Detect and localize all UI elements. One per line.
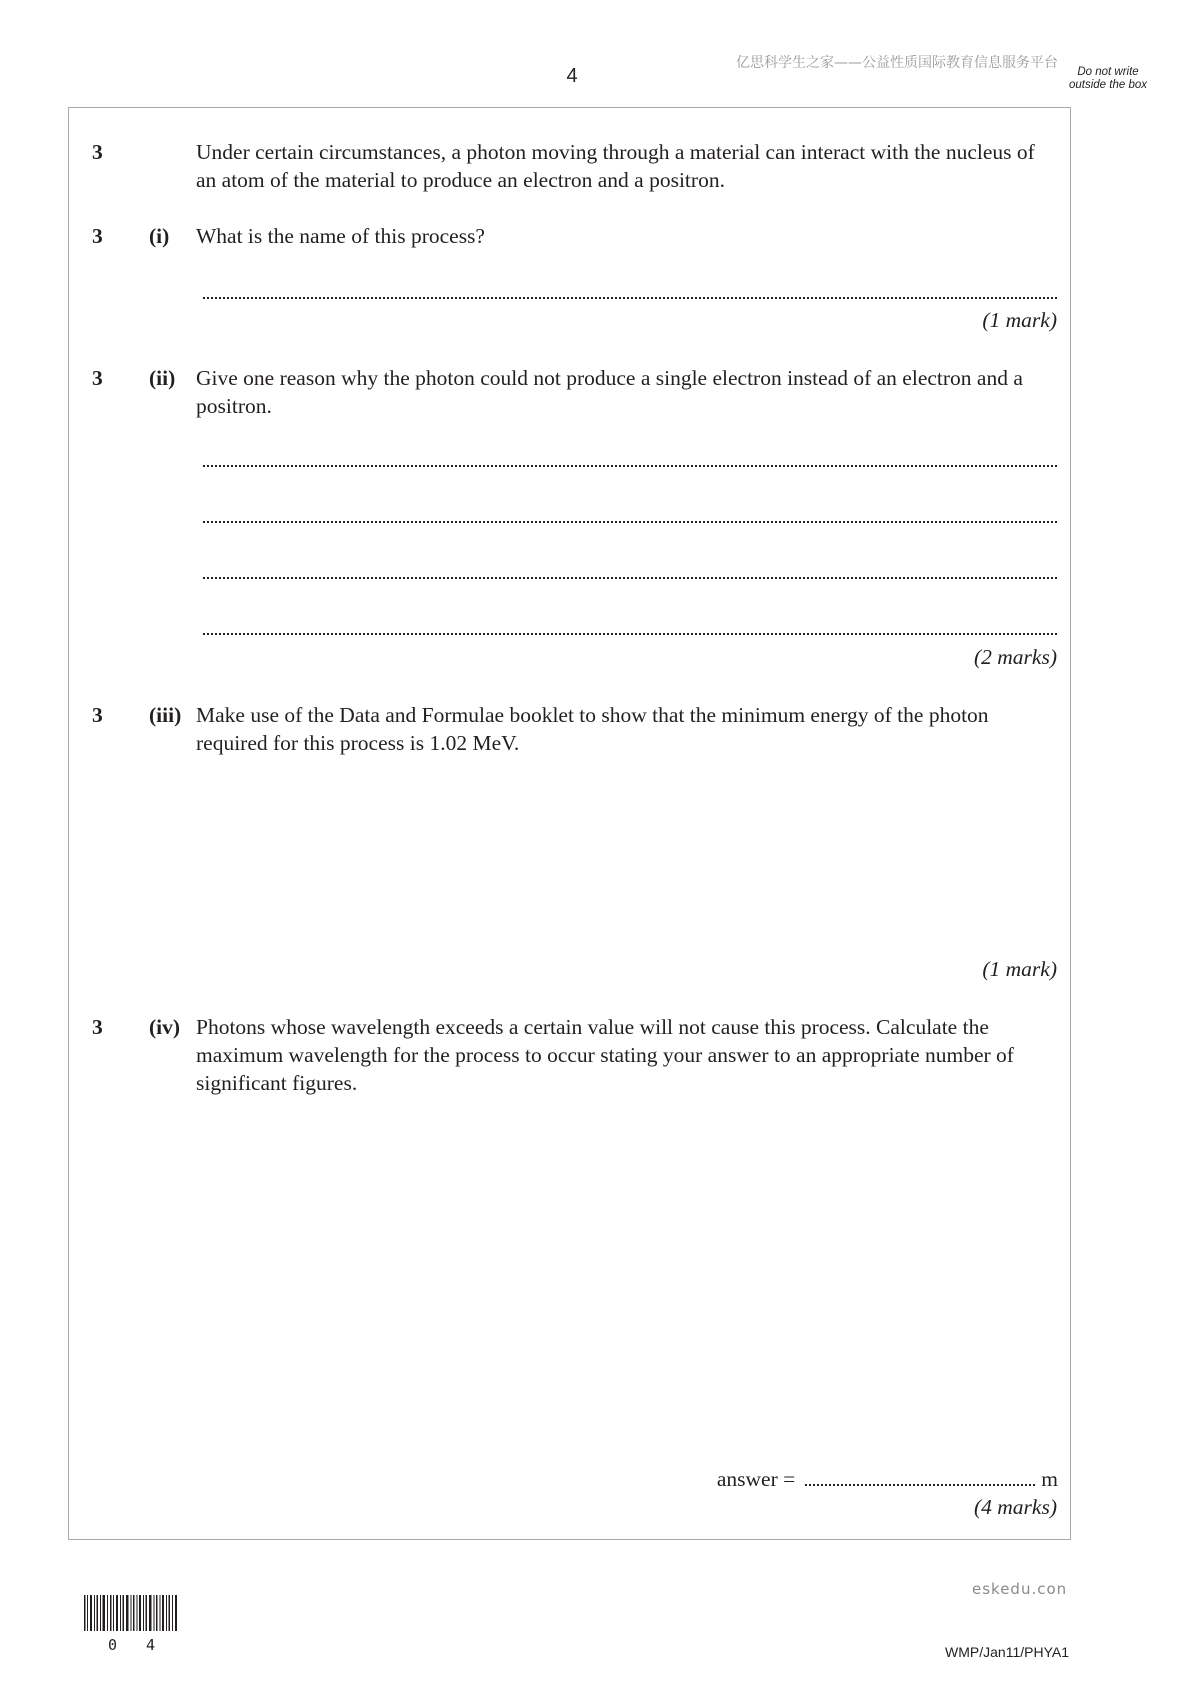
- barcode-number: 0 4: [108, 1636, 166, 1654]
- answer-line[interactable]: [203, 519, 1057, 523]
- part-text-ii: Give one reason why the photon could not produce a single electron instead of an electron and a positron.: [196, 366, 1023, 418]
- answer-line[interactable]: [203, 463, 1057, 467]
- page-number: 4: [566, 65, 578, 87]
- question-number: 3: [92, 224, 103, 248]
- question-number: 3: [92, 366, 103, 390]
- answer-unit: m: [1041, 1467, 1058, 1491]
- question-number: 3: [92, 703, 103, 727]
- site-banner: 亿思科学生之家——公益性质国际教育信息服务平台: [736, 55, 1058, 71]
- answer-field[interactable]: [805, 1466, 1035, 1486]
- final-answer-row: [717, 1465, 1058, 1493]
- part-text-i: What is the name of this process?: [196, 224, 485, 248]
- question-intro: Under certain circumstances, a photon moving through a material can interact with the nucleus of an atom of the material to produce an electron and a positron.: [196, 140, 1035, 192]
- barcode-icon: [84, 1595, 178, 1631]
- part-label-iv: (iv): [149, 1015, 181, 1039]
- part-label-iii: (iii): [149, 703, 182, 727]
- marks-iii: (1 mark): [982, 957, 1057, 981]
- part-label-i: (i): [149, 224, 170, 248]
- answer-line[interactable]: [203, 295, 1057, 299]
- marks-ii: (2 marks): [974, 645, 1057, 669]
- paper-reference: WMP/Jan11/PHYA1: [945, 1644, 1069, 1660]
- question-number: 3: [92, 140, 103, 164]
- part-text-iii: Make use of the Data and Formulae booklet to show that the minimum energy of the photon required for this process is 1.02 MeV.: [196, 703, 989, 755]
- marks-i: (1 mark): [982, 308, 1057, 332]
- margin-note: Do not write outside the box: [1068, 66, 1147, 91]
- answer-box: [68, 107, 1071, 1540]
- answer-line[interactable]: [203, 575, 1057, 579]
- answer-line[interactable]: [203, 631, 1057, 635]
- part-text-iv: Photons whose wavelength exceeds a certain value will not cause this process. Calculate the maximum wavelength for the process to occur stating your answer to an appropriate number of significant figures.: [196, 1015, 1014, 1095]
- marks-iv: (4 marks): [974, 1495, 1057, 1519]
- part-label-ii: (ii): [149, 366, 176, 390]
- question-number: 3: [92, 1015, 103, 1039]
- answer-label: answer =: [716, 1467, 796, 1491]
- footer-site: eskedu.con: [972, 1580, 1068, 1598]
